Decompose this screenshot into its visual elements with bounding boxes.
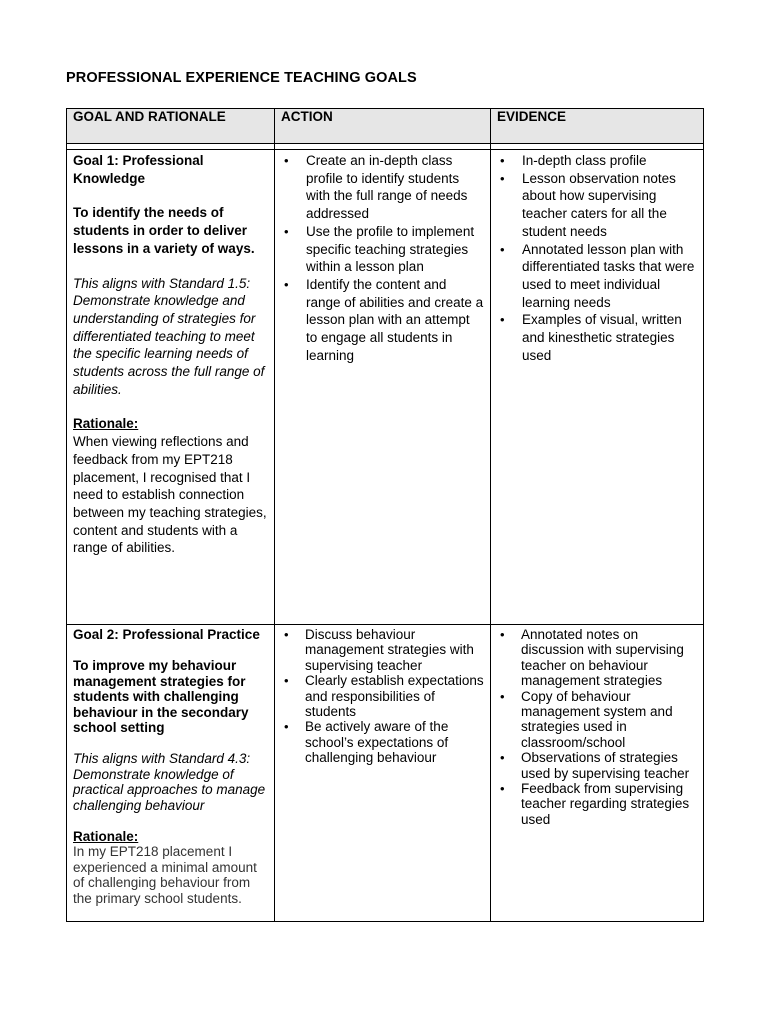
list-item: • Create an in-depth class profile to identify students with the full range of needs addressed [281,152,484,223]
header-evidence: EVIDENCE [491,109,704,144]
goal-1-objective: To identify the needs of students in order to deliver lessons in a variety of ways. [73,205,255,256]
list-item: • Lesson observation notes about how supervising teacher caters for all the student needs [497,170,697,241]
goal-2-objective: To improve my behaviour management strategies for students with challenging behaviour in the secondary school setting [73,658,249,736]
list-item: • Examples of visual, written and kinesthetic strategies used [497,311,697,364]
table-row-goal-2 [67,625,704,922]
list-item: • Use the profile to implement specific teaching strategies within a lesson plan [281,223,484,276]
teaching-goals-table [66,108,704,922]
list-item: • Be actively aware of the school’s expectations of challenging behaviour [281,719,484,765]
list-item: • Clearly establish expectations and responsibilities of students [281,673,484,719]
list-item: • Discuss behaviour management strategies with supervising teacher [281,627,484,673]
list-item: • Copy of behaviour management system and strategies used in classroom/school [497,689,697,751]
goal-2-heading: Goal 2: Professional Practice [73,627,260,642]
list-item: • Annotated lesson plan with differentiated tasks that were used to meet individual learning needs [497,241,697,312]
goal-2-rationale-label: Rationale: [73,829,139,845]
goal-2-evidence-cell [491,625,704,922]
goal-1-cell [67,150,275,625]
goal-1-rationale: When viewing reflections and feedback from my EPT218 placement, I recognised that I need to establish connection between my teaching strategies, content and students with a range of abilities. [73,434,267,556]
list-item: • Annotated notes on discussion with supervising teacher on behaviour management strategies [497,627,697,689]
header-row [67,109,704,144]
goal-2-actions-cell [275,625,491,922]
list-item: • Identify the content and range of abilities and create a lesson plan with an attempt to engage all students in learning [281,276,484,365]
goal-1-actions-cell [275,150,491,625]
header-goal-and-rationale: GOAL AND RATIONALE [67,109,275,144]
goal-2-evidence-list [497,627,697,827]
document-title: PROFESSIONAL EXPERIENCE TEACHING GOALS [66,70,417,86]
goal-1-standard: This aligns with Standard 1.5: Demonstrate knowledge and understanding of strategies for differentiated teaching to meet the specific learning needs of students across the full range of abilities. [73,275,265,397]
list-item: • Observations of strategies used by supervising teacher [497,750,697,781]
goal-2-rationale: In my EPT218 placement I experienced a minimal amount of challenging behaviour from the primary school students. [73,844,257,906]
goal-2-actions-list [281,627,484,766]
goal-1-evidence-cell [491,150,704,625]
list-item: • In-depth class profile [497,152,697,170]
list-item: • Feedback from supervising teacher regarding strategies used [497,781,697,827]
table-row-goal-1 [67,150,704,625]
goal-1-heading: Goal 1: Professional Knowledge [73,153,204,186]
goal-2-cell [67,625,275,922]
goal-1-actions-list [281,152,484,364]
goal-2-standard: This aligns with Standard 4.3: Demonstrate knowledge of practical approaches to manage challenging behaviour [73,751,266,813]
goal-1-rationale-label: Rationale: [73,416,139,432]
header-action: ACTION [275,109,491,144]
goal-1-evidence-list [497,152,697,364]
